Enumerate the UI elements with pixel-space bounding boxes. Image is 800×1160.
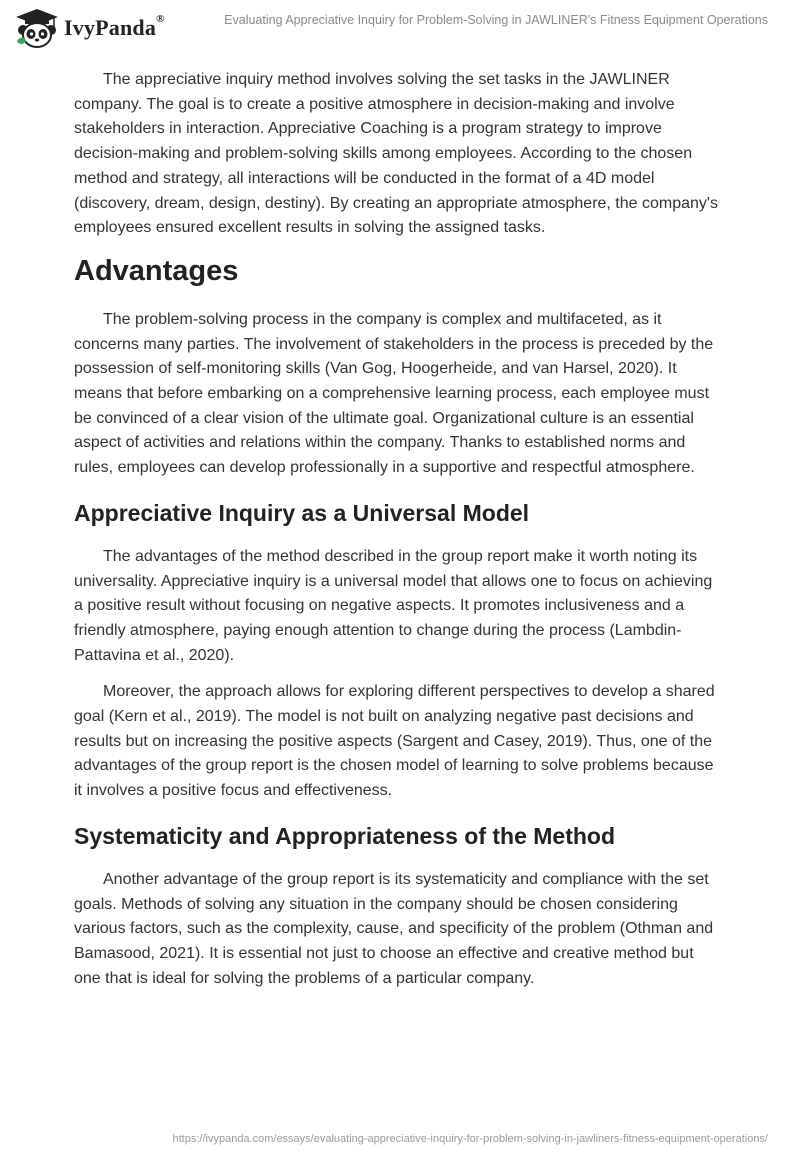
registered-mark: ® bbox=[156, 13, 165, 25]
universal-model-heading: Appreciative Inquiry as a Universal Model bbox=[74, 499, 530, 526]
page-header bbox=[0, 0, 800, 60]
source-url[interactable]: https://ivypanda.com/essays/evaluating-appreciative-inquiry-for-problem-solving-in-jawliners-fitness-equipment-operations/ bbox=[172, 1133, 768, 1145]
ivypanda-logo[interactable] bbox=[14, 8, 165, 48]
systematicity-heading: Systematicity and Appropriateness of the Method bbox=[74, 822, 616, 849]
document-title: Evaluating Appreciative Inquiry for Problem-Solving in JAWLINER's Fitness Equipment Operations bbox=[224, 13, 768, 27]
essay-body bbox=[74, 68, 724, 1003]
advantages-heading: Advantages bbox=[74, 254, 239, 287]
systematicity-paragraph: Another advantage of the group report is its systematicity and compliance with the set goals. Methods of solving any situation in the company should be chosen considering various factors, such as the complexity, cause, and specificity of the problem (Othman and Bamasood, 2021). It is essential not just to choose an effective and creative method but one that is ideal for solving the problems of a particular company. bbox=[74, 870, 714, 987]
universal-model-paragraph-2: Moreover, the approach allows for exploring different perspectives to develop a shared goal (Kern et al., 2019). The model is not built on analyzing negative past decisions and results but on increasing the positive aspects (Sargent and Casey, 2019). Thus, one of the advantages of the group report is the chosen model of learning to solve problems because it involves a positive focus and effectiveness. bbox=[74, 683, 715, 800]
intro-paragraph: The appreciative inquiry method involves solving the set tasks in the JAWLINER company. The goal is to create a positive atmosphere in decision-making and involve stakeholders in interaction. Appreciative Coaching is a program strategy to improve decision-making and problem-solving skills among employees. According to the chosen method and strategy, all interactions will be conducted in the format of a 4D model (discovery, dream, design, destiny). By creating an appropriate atmosphere, the company's employees ensured excellent results in solving the assigned tasks. bbox=[74, 71, 718, 237]
panda-graduate-icon bbox=[14, 8, 60, 48]
logo-text: IvyPanda bbox=[64, 15, 157, 40]
universal-model-paragraph-1: The advantages of the method described in the group report make it worth noting its universality. Appreciative inquiry is a universal model that allows one to focus on achieving a positive result without focusing on negative aspects. It promotes inclusiveness and a friendly atmosphere, paying enough attention to change during the process (Lambdin-Pattavina et al., 2020). bbox=[74, 547, 713, 664]
advantages-paragraph: The problem-solving process in the company is complex and multifaceted, as it concerns many parties. The involvement of stakeholders in the process is preceded by the possession of self-monitoring skills (Van Gog, Hoogerheide, and van Harsel, 2020). It means that before embarking on a comprehensive learning process, each employee must be convinced of a clear vision of the ultimate goal. Organizational culture is an essential aspect of activities and relations within the company. Thanks to established norms and rules, employees can develop professionally in a supportive and respectful atmosphere. bbox=[74, 310, 714, 477]
logo-wordmark bbox=[64, 15, 165, 41]
